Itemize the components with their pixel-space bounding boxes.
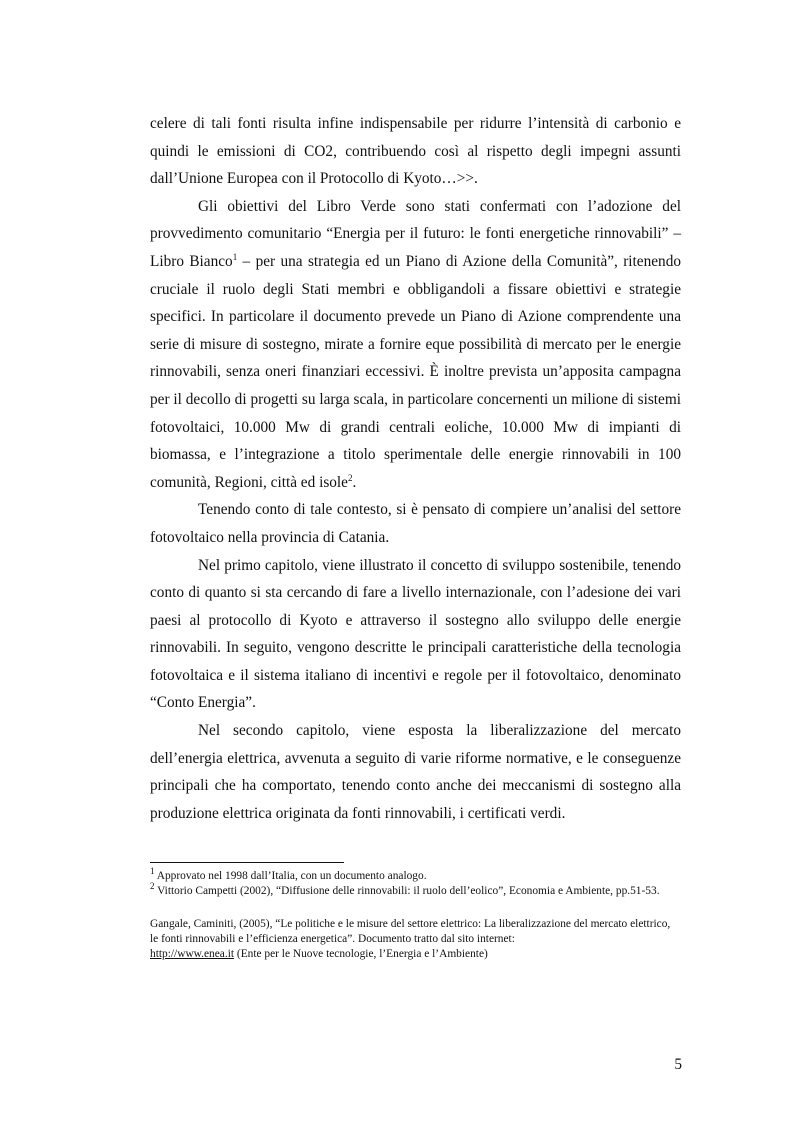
paragraph-5: Nel secondo capitolo, viene esposta la liberalizzazione del mercato dell’energia elettrica, avvenuta a seguito di varie riforme normative, e le conseguenze principali che ha comportato, tenendo conto anche dei meccanismi di sostegno alla produzione elettrica originata da fonti rinnovabili, i certificati verdi.	[150, 722, 681, 822]
paragraph-3: Tenendo conto di tale contesto, si è pensato di compiere un’analisi del settore fotovoltaico nella provincia di Catania.	[150, 501, 681, 546]
body-text	[150, 110, 681, 827]
paragraph-2	[150, 193, 681, 497]
footnote-3-tail: (Ente per le Nuove tecnologie, l’Energia e l’Ambiente)	[234, 948, 488, 960]
paragraph-2-part-a: Gli obiettivi del Libro Verde sono stati confermati con l’adozione del provvedimento comunitario “Energia per il futuro: le fonti energetiche rinnovabili” – Libro Bianco	[150, 197, 681, 270]
footnote-1	[150, 866, 681, 884]
enea-link[interactable]: http://www.enea.it	[150, 948, 235, 960]
footnote-1-text: Approvato nel 1998 dall’Italia, con un documento analogo.	[154, 870, 427, 882]
footnote-2-text: Vittorio Campetti (2002), “Diffusione delle rinnovabili: il ruolo dell’eolico”, Economia e Ambiente, pp.51-53.	[154, 885, 660, 897]
footnote-ref-2[interactable]: 2	[347, 472, 353, 483]
paragraph-2-end: .	[352, 473, 357, 491]
footnote-3-line-3	[150, 947, 681, 962]
footnote-divider	[150, 862, 344, 863]
footnote-3-line-2: le fonti rinnovabili e l’efficienza energetica”. Documento tratto dal sito internet:	[150, 933, 515, 945]
footnote-1-number: 1	[150, 866, 155, 877]
footnotes	[150, 866, 681, 962]
paragraph-2-part-b: – per una strategia ed un Piano di Azione della Comunità”, ritenendo cruciale il ruolo degli Stati membri e obbligandoli a fissare obiettivi e strategie specifici. In particolare il documento prevede un Piano di Azione comprendente una serie di misure di sostegno, mirate a fornire eque possibilità di mercato per le energie rinnovabili, senza oneri finanziari eccessivi. È inoltre prevista un’apposita campagna per il decollo di progetti su larga scala, in particolare concernenti un milione di sistemi fotovoltaici, 10.000 Mw di grandi centrali eoliche, 10.000 Mw di impianti di biomassa, e l’integrazione a titolo sperimentale delle energie rinnovabili in 100 comunità, Regioni, città ed isole	[150, 252, 681, 491]
footnote-3-line-1: Gangale, Caminiti, (2005), “Le politiche e le misure del settore elettrico: La liberalizzazione del mercato elettrico,	[150, 918, 671, 930]
paragraph-1: celere di tali fonti risulta infine indispensabile per ridurre l’intensità di carbonio e quindi le emissioni di CO2, contribuendo così al rispetto degli impegni assunti dall’Unione Europea con il Protocollo di Kyoto…>>.	[150, 115, 681, 188]
paragraph-4: Nel primo capitolo, viene illustrato il concetto di sviluppo sostenibile, tenendo conto di quanto si sta cercando di fare a livello internazionale, con l’adesione dei vari paesi al protocollo di Kyoto e attraverso il sostegno allo sviluppo delle energie rinnovabili. In seguito, vengono descritte le principali caratteristiche della tecnologia fotovoltaica e il sistema italiano di incentivi e regole per il fotovoltaico, denominato “Conto Energia”.	[150, 556, 681, 712]
footnote-2-number: 2	[150, 881, 155, 892]
footnote-2	[150, 881, 681, 899]
page-number: 5	[674, 1056, 682, 1073]
footnote-ref-1[interactable]: 1	[232, 251, 238, 262]
